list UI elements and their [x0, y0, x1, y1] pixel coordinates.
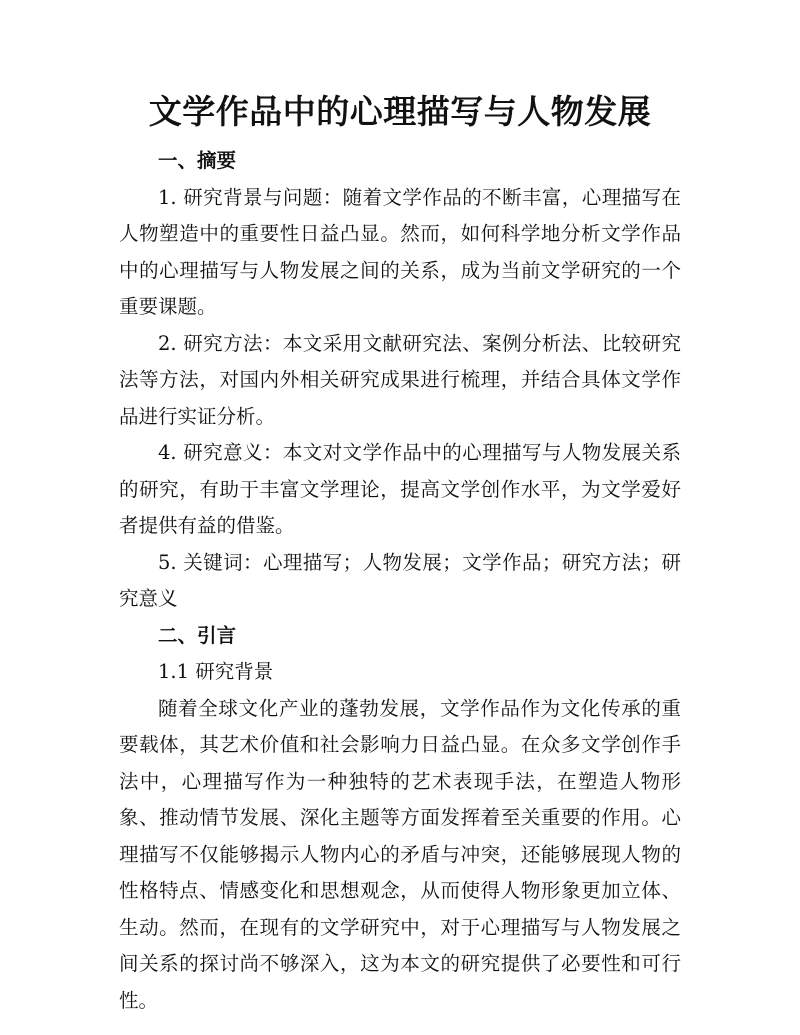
- abstract-heading: 一、摘要: [158, 149, 237, 172]
- document-title: 文学作品中的心理描写与人物发展: [148, 92, 652, 131]
- abstract-item-keywords: 5. 关键词：心理描写；人物发展；文学作品；研究方法；研究意义: [119, 550, 681, 610]
- abstract-item-background: 1. 研究背景与问题：随着文学作品的不断丰富，心理描写在人物塑造中的重要性日益凸显。然而，如何科学地分析文学作品中的心理描写与人物发展之间的关系，成为当前文学研究的一个重要课题。: [119, 185, 681, 318]
- introduction-heading: 二、引言: [158, 623, 237, 647]
- introduction-paragraph: 随着全球文化产业的蓬勃发展，文学作品作为文化传承的重要载体，其艺术价值和社会影响力日益凸显。在众多文学创作手法中，心理描写作为一种独特的艺术表现手法，在塑造人物形象、推动情节发展、深化主题等方面发挥着至关重要的作用。心理描写不仅能够揭示人物内心的矛盾与冲突，还能够展现人物的性格特点、情感变化和思想观念，从而使得人物形象更加立体、生动。然而，在现有的文学研究中，对于心理描写与人物发展之间关系的探讨尚不够深入，这为本文的研究提供了必要性和可行性。: [119, 696, 681, 1012]
- abstract-item-significance: 4. 研究意义：本文对文学作品中的心理描写与人物发展关系的研究，有助于丰富文学理论，提高文学创作水平，为文学爱好者提供有益的借鉴。: [119, 441, 681, 537]
- document-body: [119, 143, 681, 1019]
- introduction-subheading: 1.1 研究背景: [158, 660, 274, 683]
- abstract-item-method: 2. 研究方法：本文采用文献研究法、案例分析法、比较研究法等方法，对国内外相关研究成果进行梳理，并结合具体文学作品进行实证分析。: [119, 331, 681, 428]
